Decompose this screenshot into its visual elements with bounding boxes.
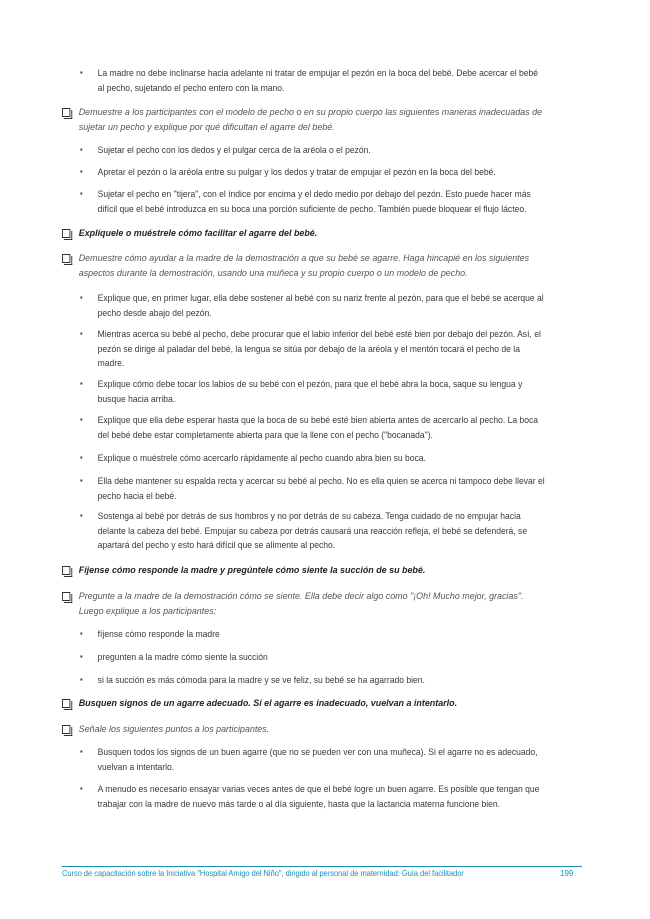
bullet-marker: ▪	[80, 167, 83, 176]
checklist-text: Busquen signos de un agarre adecuado. Si el agarre es inadecuado, vuelvan a intentarlo.	[78, 698, 458, 709]
bullet-marker: ▪	[80, 675, 83, 684]
bullet-item	[80, 451, 545, 466]
bullet-item	[80, 165, 545, 180]
bullet-item	[80, 673, 545, 688]
bullet-marker: ▪	[80, 329, 83, 338]
bullet-text: fíjense cómo responde la madre	[97, 629, 220, 639]
bullet-marker: ▪	[80, 145, 83, 154]
bullet-marker: ▪	[80, 68, 83, 77]
bullet-marker: ▪	[80, 453, 83, 462]
bullet-marker: ▪	[80, 415, 83, 424]
checklist-item	[62, 252, 546, 281]
bullet-marker: ▪	[80, 747, 83, 756]
bullet-text: Explique o muéstrele cómo acercarlo rápidamente al pecho cuando abra bien su boca.	[97, 453, 426, 463]
bullet-text: Ella debe mantener su espalda recta y acercar su bebé al pecho. No es ella quien se acerca ni tampoco debe llevar el pecho hacia el bebé.	[97, 476, 545, 501]
bullet-text: Mientras acerca su bebé al pecho, debe procurar que el labio inferior del bebé esté bien por debajo del pezón. Así, el pezón se dirige al paladar del bebé, la lengua se sitúa por debajo de la aréola y el mentón tocará el pecho de la madre.	[97, 329, 541, 368]
checklist-text: Pregunte a la madre de la demostración cómo se siente. Ella debe decir algo como "¡Oh! Mucho mejor, gracias". Luego explique a los participantes:	[78, 591, 524, 617]
bullet-text: Sujetar el pecho en "tijera", con el índice por encima y el dedo medio por debajo del pezón. Esto puede hacer más difícil que el bebé introduzca en su boca una porción suficiente de pecho. También puede bloquear el flujo lácteo.	[97, 189, 531, 214]
bullet-text: La madre no debe inclinarse hacia adelante ni tratar de empujar el pezón en la boca del bebé. Debe acercar el bebé al pecho, sujetando el pecho entero con la mano.	[97, 68, 539, 93]
bullet-item	[80, 413, 545, 442]
bullet-item	[80, 327, 545, 371]
bullet-item	[80, 143, 545, 158]
footer-title: Curso de capacitación sobre la Iniciativa "Hospital Amigo del Niño", dirigido al personal de maternidad: Guía del facilitador	[62, 869, 464, 878]
checkbox-icon	[62, 725, 70, 734]
checklist-text: Demuestre a los participantes con el modelo de pecho o en su propio cuerpo las siguientes maneras inadecuadas de sujetar un pecho y explique por qué dificultan el agarre del bebé.	[78, 107, 542, 133]
bullet-marker: ▪	[80, 629, 83, 638]
checkbox-icon	[62, 108, 70, 117]
bullet-item	[80, 187, 545, 216]
bullet-text: Explique que ella debe esperar hasta que la boca de su bebé esté bien abierta antes de acercarlo al pecho. La boca del bebé debe estar completamente abierta para que la llene con el pecho ("bocanada").	[97, 415, 539, 440]
bullet-text: Explique que, en primer lugar, ella debe sostener al bebé con su nariz frente al pezón, para que el bebé se acerque al pecho desde abajo del pezón.	[97, 293, 544, 318]
checkbox-icon	[62, 566, 70, 575]
bullet-marker: ▪	[80, 379, 83, 388]
bullet-item	[80, 745, 545, 774]
checkbox-icon	[62, 229, 70, 238]
bullet-marker: ▪	[80, 784, 83, 793]
bullet-item	[80, 66, 545, 95]
footer-divider	[62, 866, 582, 867]
bullet-item	[80, 474, 545, 503]
bullet-text: Busquen todos los signos de un buen agarre (que no se pueden ver con una muñeca). Si el agarre no es adecuado, vuelvan a intentarlo.	[97, 747, 538, 772]
checklist-text: Fíjense cómo responde la madre y pregúntele cómo siente la succión de su bebé.	[78, 565, 426, 576]
bullet-item	[80, 377, 545, 406]
page-number: 199	[560, 869, 574, 878]
checklist-item	[62, 564, 546, 579]
bullet-text: Explique cómo debe tocar los labios de su bebé con el pezón, para que el bebé abra la boca, saque su lengua y busque hacia arriba.	[97, 379, 523, 404]
checkbox-icon	[62, 592, 70, 601]
checklist-text: Señale los siguientes puntos a los participantes.	[78, 724, 270, 735]
bullet-text: Apretar el pezón o la aréola entre su pulgar y los dedos y tratar de empujar el pezón en la boca del bebé.	[97, 167, 496, 177]
bullet-marker: ▪	[80, 511, 83, 520]
bullet-item	[80, 782, 545, 811]
bullet-marker: ▪	[80, 476, 83, 485]
checklist-item	[62, 106, 546, 135]
bullet-item	[80, 291, 545, 320]
bullet-item	[80, 627, 545, 642]
checklist-item	[62, 697, 546, 712]
checklist-item	[62, 227, 546, 242]
bullet-text: pregunten a la madre cómo siente la succión	[97, 652, 268, 662]
bullet-item	[80, 650, 545, 665]
bullet-marker: ▪	[80, 189, 83, 198]
bullet-text: Sujetar el pecho con los dedos y el pulgar cerca de la aréola o el pezón.	[97, 145, 371, 155]
checklist-text: Demuestre cómo ayudar a la madre de la demostración a que su bebé se agarre. Haga hincapié en los siguientes aspectos durante la demostración, usando una muñeca y su propio cuerpo o un modelo de pecho.	[78, 253, 530, 279]
checkbox-icon	[62, 254, 70, 263]
bullet-text: A menudo es necesario ensayar varias veces antes de que el bebé logre un buen agarre. Es posible que tengan que trabajar con la madre de nuevo más tarde o al día siguiente, hasta que la lactancia materna funcione bien.	[97, 784, 540, 809]
checklist-item	[62, 723, 546, 738]
checklist-item	[62, 590, 546, 619]
bullet-item	[80, 509, 545, 553]
checkbox-icon	[62, 699, 70, 708]
bullet-text: Sostenga al bebé por detrás de sus hombros y no por detrás de su cabeza. Tenga cuidado de no empujar hacia delante la cabeza del bebé. Empujar su cabeza por detrás causará una reacción refleja, el bebé se defenderá, se apartará del pecho y esto hará difícil que se alimente al pecho.	[97, 511, 528, 550]
bullet-text: si la succión es más cómoda para la madre y se ve feliz, su bebé se ha agarrado bien.	[97, 675, 425, 685]
bullet-marker: ▪	[80, 652, 83, 661]
checklist-text: Explíquele o muéstrele cómo facilitar el agarre del bebé.	[78, 228, 318, 239]
bullet-marker: ▪	[80, 293, 83, 302]
